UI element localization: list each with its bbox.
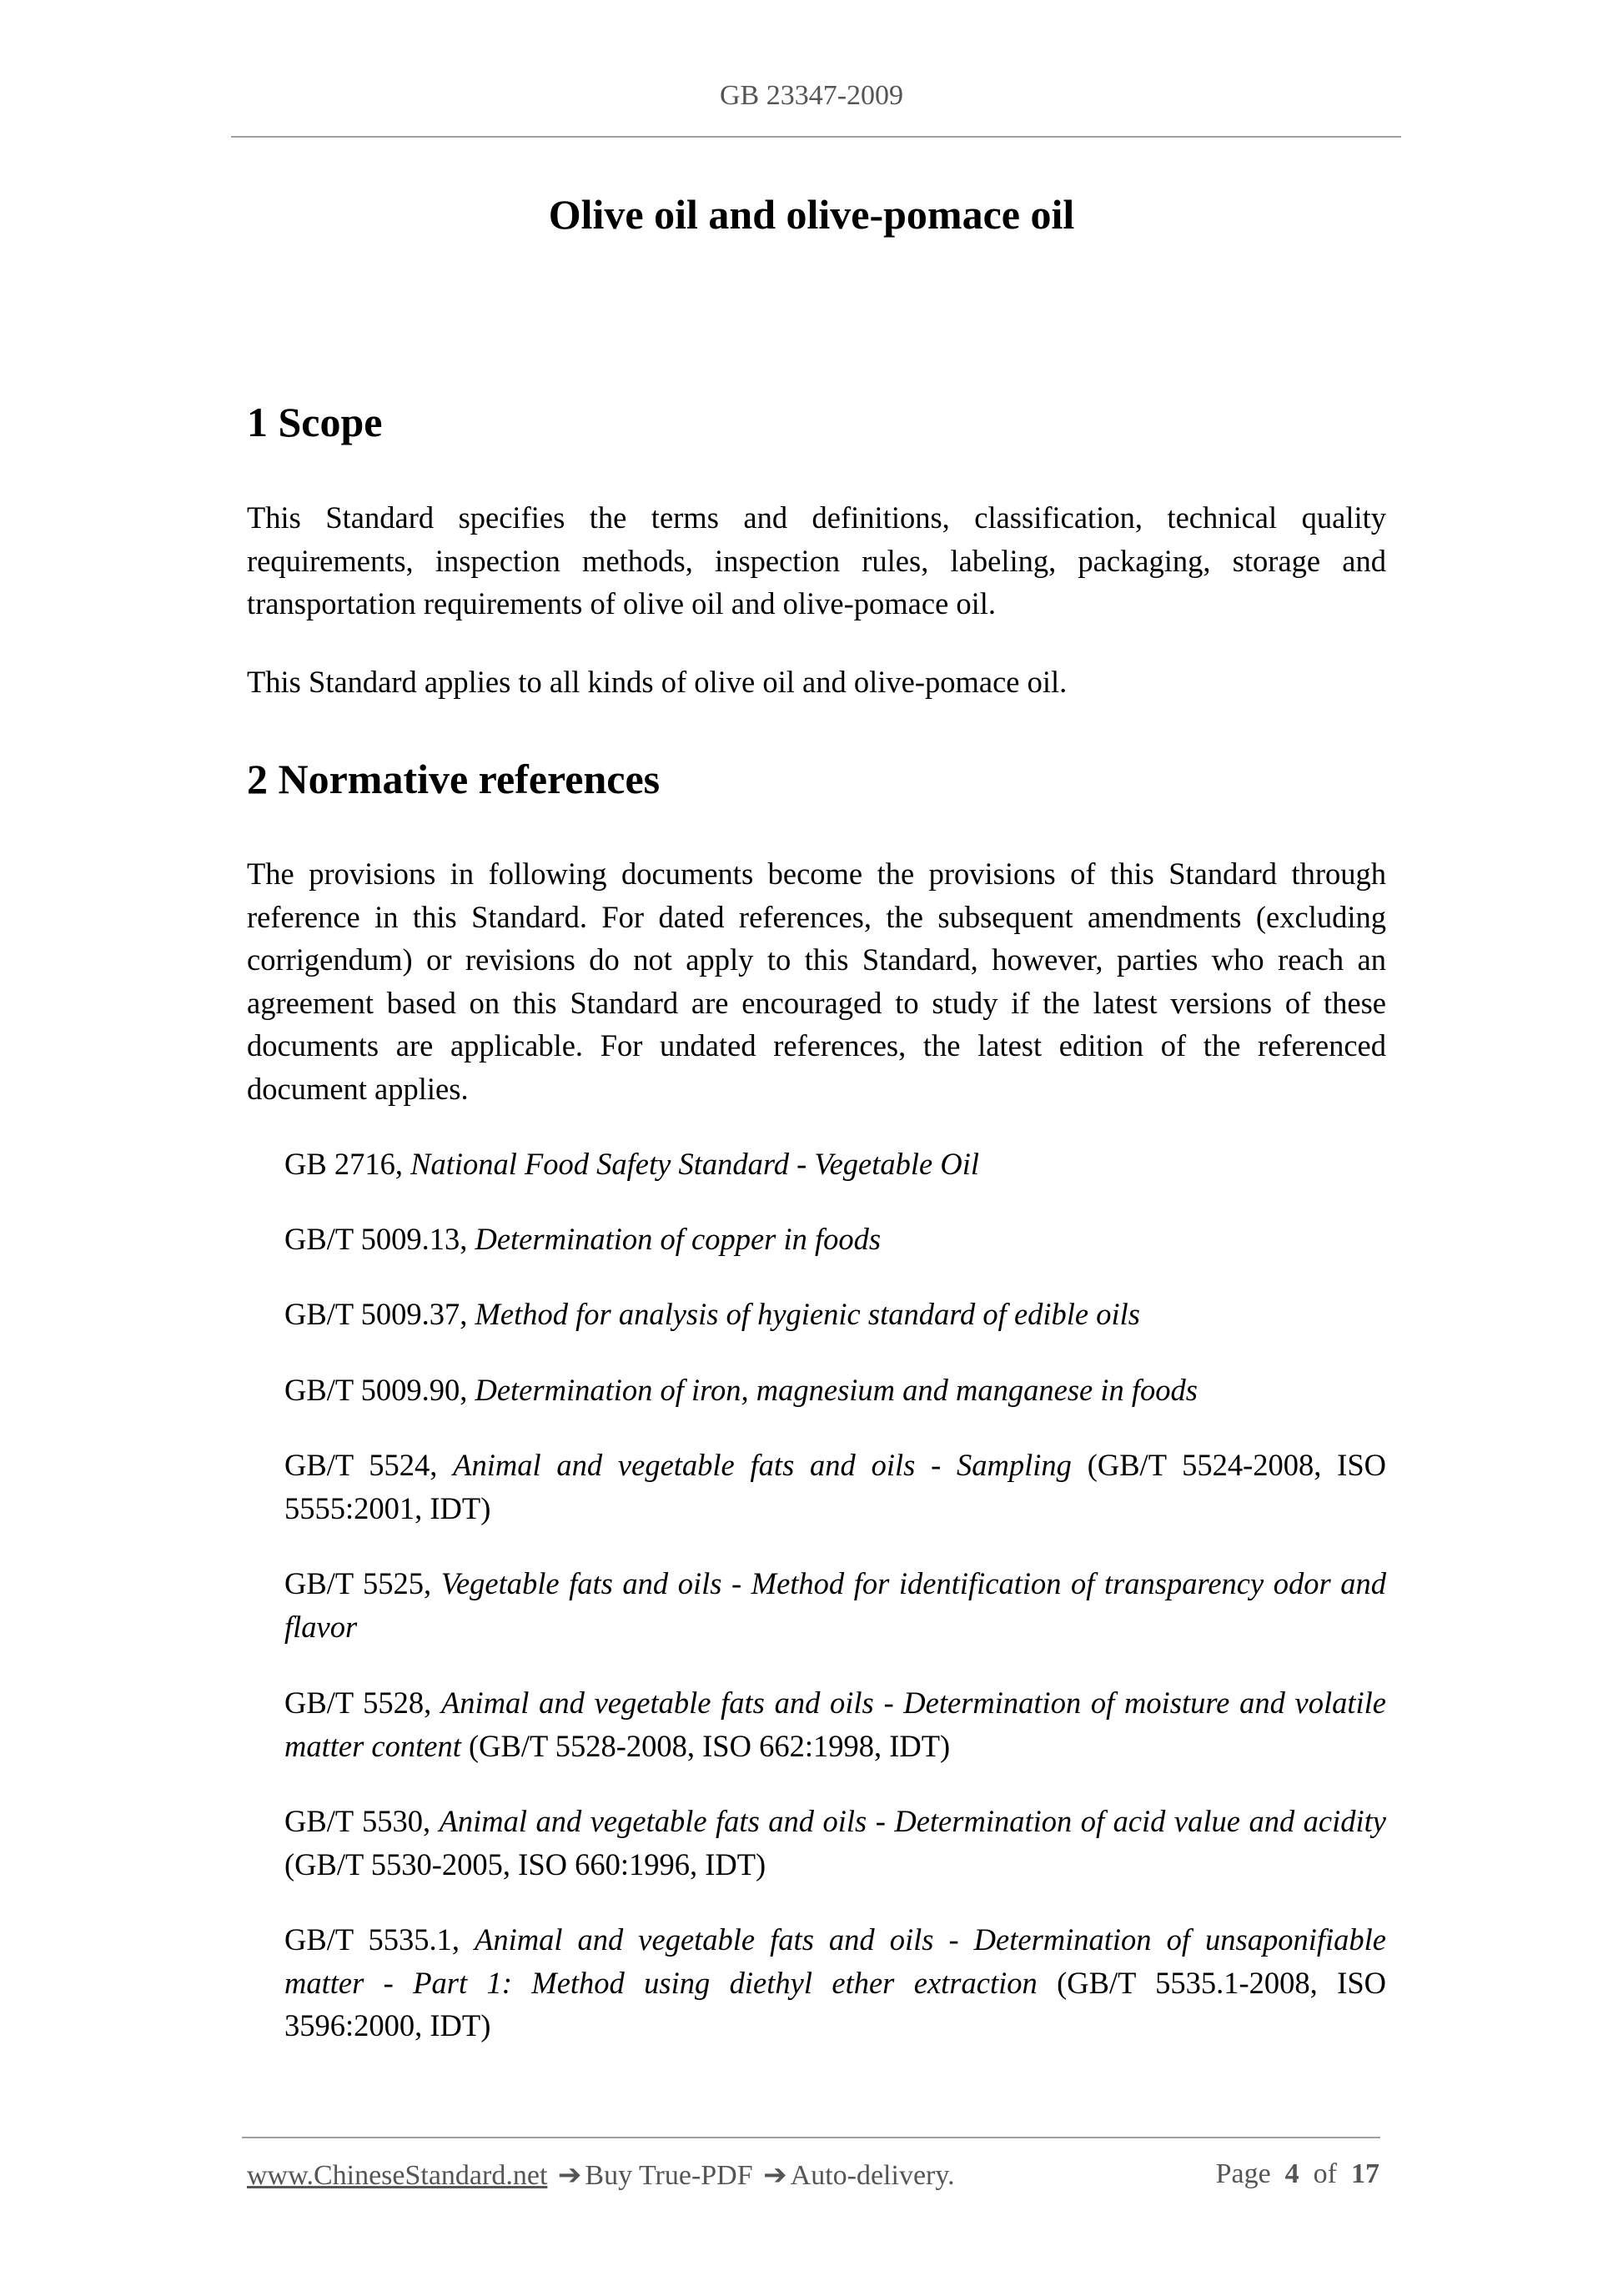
website-link[interactable]: www.ChineseStandard.net — [247, 2160, 548, 2191]
section-normative-references — [247, 754, 1386, 804]
reference-code: GB/T 5528, — [284, 1686, 442, 1720]
scope-paragraph-2: This Standard applies to all kinds of olive oil and olive-pomace oil. — [247, 665, 1068, 699]
reference-suffix: (GB/T 5524-2008, ISO 5555:2001, IDT) — [284, 1448, 1386, 1525]
reference-code: GB/T 5009.13, — [284, 1222, 475, 1256]
reference-code: GB 2716, — [284, 1147, 411, 1181]
reference-suffix: (GB/T 5528-2008, ISO 662:1998, IDT) — [460, 1728, 951, 1763]
reference-title: Animal and vegetable fats and oils - Determination of acid value and acidity — [439, 1804, 1386, 1838]
reference-item — [284, 1681, 1386, 1767]
reference-item — [284, 1293, 1386, 1336]
footer-step-delivery: Auto-delivery. — [790, 2160, 955, 2191]
arrow-right-icon: ➔ — [763, 2160, 787, 2191]
running-header: GB 23347-2009 — [719, 80, 904, 111]
reference-title: Animal and vegetable fats and oils - Determination of moisture and volatile matter content — [284, 1686, 1386, 1763]
reference-item — [284, 1918, 1386, 2047]
scope-paragraph-1-wrap — [247, 496, 1386, 625]
reference-code: GB/T 5525, — [284, 1566, 441, 1600]
reference-suffix: (GB/T 5535.1-2008, ISO 3596:2000, IDT) — [284, 1965, 1386, 2042]
normative-paragraph: The provisions in following documents become the provisions of this Standard through reference in this Standard. For dated references, the subsequent amendments (excluding corrigendum) or revisions do not apply to this Standard, however, parties who reach an agreement based on this Standard are encouraged to study if the latest versions of these documents are applicable. For undated references, the latest edition of the referenced document applies. — [247, 857, 1386, 1106]
reference-code: GB/T 5009.37, — [284, 1297, 475, 1331]
reference-title: National Food Safety Standard - Vegetable Oil — [410, 1147, 980, 1181]
section-heading-normative-references: 2 Normative references — [247, 756, 661, 802]
reference-title: Animal and vegetable fats and oils - Determination of unsaponifiable matter - Part 1: Method using diethyl ether extraction — [284, 1922, 1386, 2000]
reference-item — [284, 1143, 1386, 1186]
reference-code: GB/T 5524, — [284, 1448, 454, 1482]
document-title: Olive oil and olive-pomace oil — [548, 191, 1075, 238]
reference-title: Determination of iron, magnesium and manganese in foods — [475, 1373, 1198, 1407]
reference-item — [284, 1444, 1386, 1530]
reference-item — [284, 1800, 1386, 1886]
reference-title: Method for analysis of hygienic standard of edible oils — [475, 1297, 1140, 1331]
page-label: Page — [1215, 2158, 1271, 2189]
reference-item — [284, 1369, 1386, 1412]
reference-code: GB/T 5535.1, — [284, 1922, 475, 1957]
reference-item — [284, 1562, 1386, 1648]
arrow-right-icon: ➔ — [557, 2160, 582, 2191]
page-footer — [247, 2158, 1379, 2192]
normative-paragraph-wrap — [247, 852, 1386, 1110]
footer-divider — [242, 2137, 1380, 2138]
scope-paragraph-2-wrap — [247, 661, 1386, 704]
reference-item — [284, 1218, 1386, 1261]
header-divider — [231, 136, 1401, 138]
reference-code: GB/T 5530, — [284, 1804, 440, 1838]
section-heading-scope: 1 Scope — [247, 399, 383, 445]
section-scope — [247, 397, 1386, 447]
page-indicator — [1216, 2158, 1379, 2190]
reference-title: Vegetable fats and oils - Method for identification of transparency odor and flavor — [284, 1566, 1387, 1644]
page-total: 17 — [1351, 2158, 1379, 2189]
footer-step-buy: Buy True-PDF — [585, 2160, 753, 2191]
page-of-label: of — [1313, 2158, 1337, 2189]
reference-suffix: (GB/T 5530-2005, ISO 660:1996, IDT) — [284, 1846, 766, 1882]
reference-title: Determination of copper in foods — [475, 1222, 882, 1256]
page-current: 4 — [1284, 2158, 1299, 2189]
reference-title: Animal and vegetable fats and oils - Sampling — [453, 1448, 1072, 1482]
reference-code: GB/T 5009.90, — [284, 1373, 475, 1407]
scope-paragraph-1: This Standard specifies the terms and definitions, classification, technical quality requirements, inspection methods, inspection rules, labeling, packaging, storage and transportation requirements of olive oil and olive-pomace oil. — [247, 500, 1386, 620]
